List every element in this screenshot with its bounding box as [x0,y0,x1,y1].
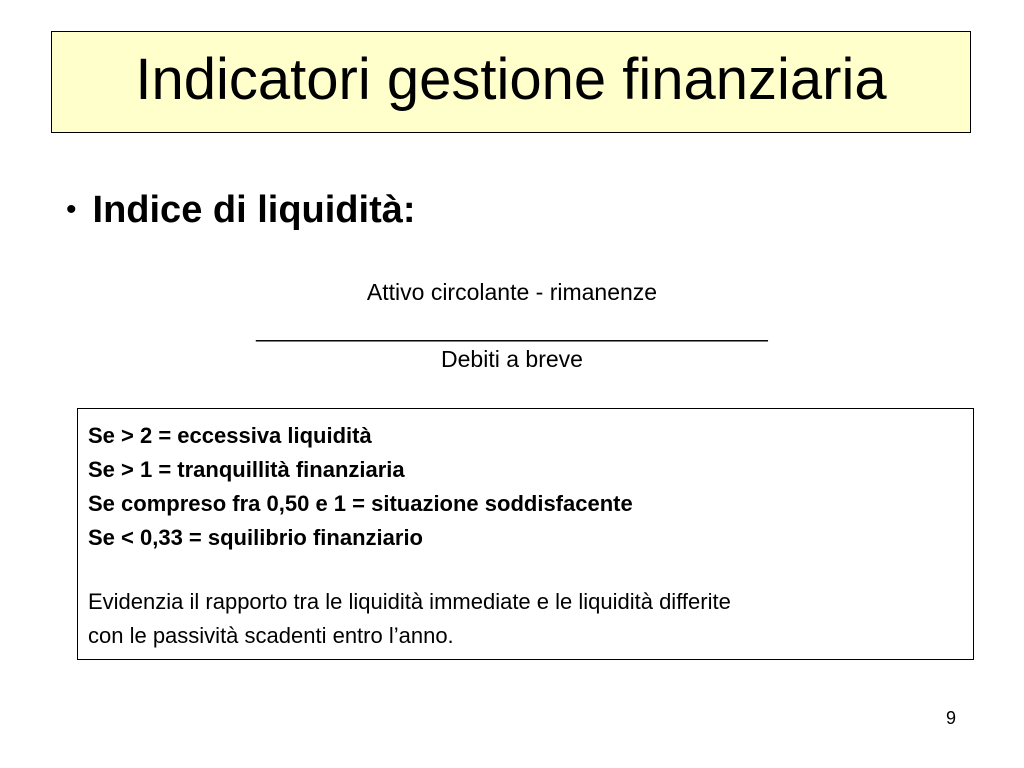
description-line-2: con le passività scadenti entro l’anno. [88,623,454,648]
formula-numerator: Attivo circolante - rimanenze [366,279,658,305]
paragraph-spacer [88,555,963,585]
bullet-heading: Indice di liquidità: [92,189,416,231]
rule-excessive-liquidity: Se > 2 = eccessiva liquidità [88,423,372,448]
slide-title: Indicatori gestione finanziaria [135,47,887,112]
bullet-icon: • [66,193,77,226]
page-number: 9 [946,708,957,728]
rule-satisfactory-situation: Se compreso fra 0,50 e 1 = situazione soddisfacente [88,491,633,516]
formula-fraction-line: ________________________________________ [256,316,768,342]
bullet-item [66,191,416,229]
interpretation-box [77,408,974,660]
rule-financial-imbalance: Se < 0,33 = squilibrio finanziario [88,525,423,550]
title-banner [51,31,971,133]
description-line-1: Evidenzia il rapporto tra le liquidità immediate e le liquidità differite [88,589,731,614]
rule-financial-tranquility: Se > 1 = tranquillità finanziaria [88,457,405,482]
formula-denominator: Debiti a breve [441,346,583,372]
